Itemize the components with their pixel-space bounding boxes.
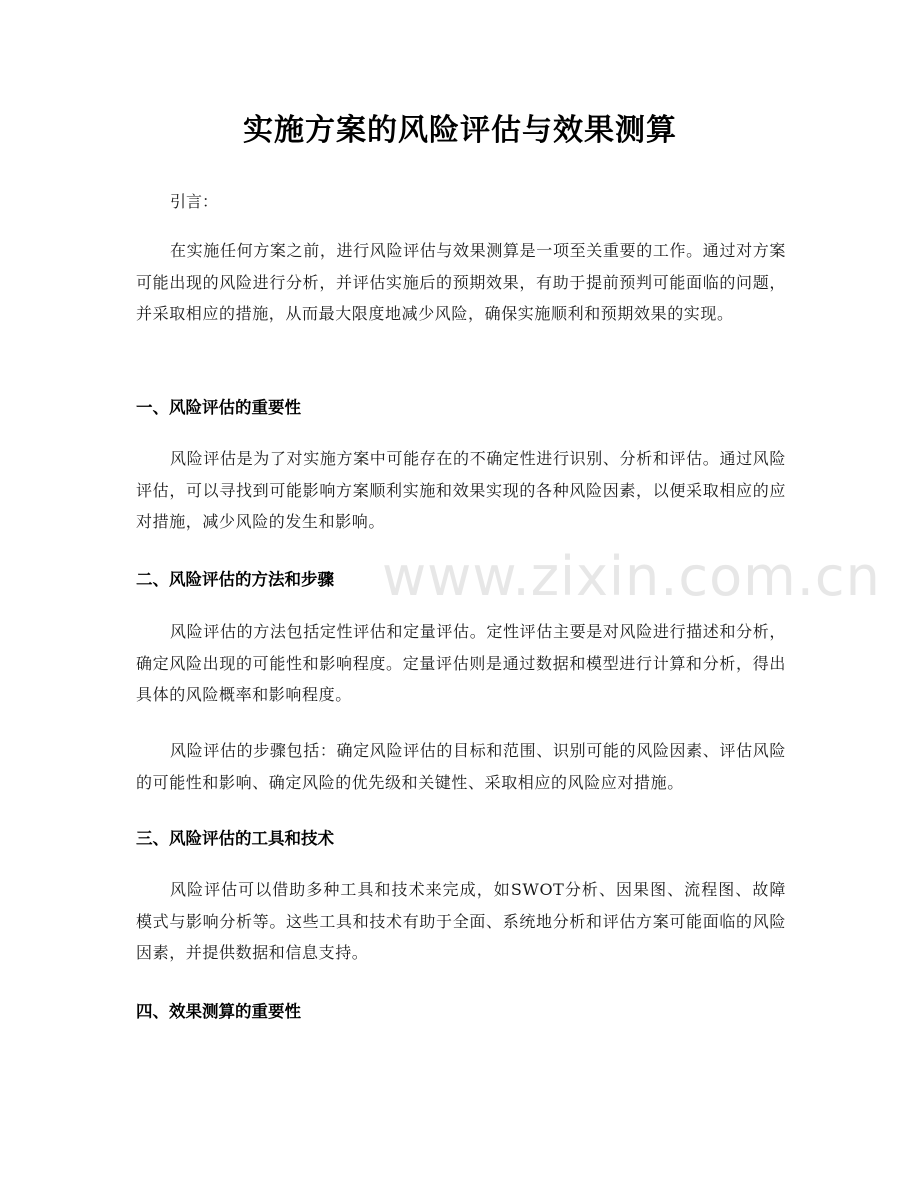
watermark: www.zixin.com.cn	[382, 545, 881, 608]
intro-label: 引言：	[170, 192, 219, 211]
section-heading-2: 二、风险评估的方法和步骤	[136, 570, 334, 589]
section-2-paragraph-2: 风险评估的步骤包括：确定风险评估的目标和范围、识别可能的风险因素、评估风险的可能性和影响、确定风险的优先级和关键性、采取相应的风险应对措施。	[136, 741, 786, 792]
document-title: 实施方案的风险评估与效果测算	[243, 113, 677, 148]
section-3-paragraph-1: 风险评估可以借助多种工具和技术来完成，如SWOT分析、因果图、流程图、故障模式与影响分析等。这些工具和技术有助于全面、系统地分析和评估方案可能面临的风险因素，并提供数据和信息支持。	[136, 880, 786, 962]
section-heading-4: 四、效果测算的重要性	[136, 1002, 301, 1021]
section-2-paragraph-1: 风险评估的方法包括定性评估和定量评估。定性评估主要是对风险进行描述和分析，确定风险出现的可能性和影响程度。定量评估则是通过数据和模型进行计算和分析，得出具体的风险概率和影响程度。	[136, 622, 786, 704]
intro-paragraph: 在实施任何方案之前，进行风险评估与效果测算是一项至关重要的工作。通过对方案可能出现的风险进行分析，并评估实施后的预期效果，有助于提前预判可能面临的问题，并采取相应的措施，从而最大限度地减少风险，确保实施顺利和预期效果的实现。	[136, 241, 786, 323]
section-heading-1: 一、风险评估的重要性	[136, 398, 301, 417]
section-heading-3: 三、风险评估的工具和技术	[136, 829, 334, 848]
section-1-paragraph-1: 风险评估是为了对实施方案中可能存在的不确定性进行识别、分析和评估。通过风险评估，可以寻找到可能影响方案顺利实施和效果实现的各种风险因素，以便采取相应的应对措施，减少风险的发生和影响。	[136, 449, 786, 531]
